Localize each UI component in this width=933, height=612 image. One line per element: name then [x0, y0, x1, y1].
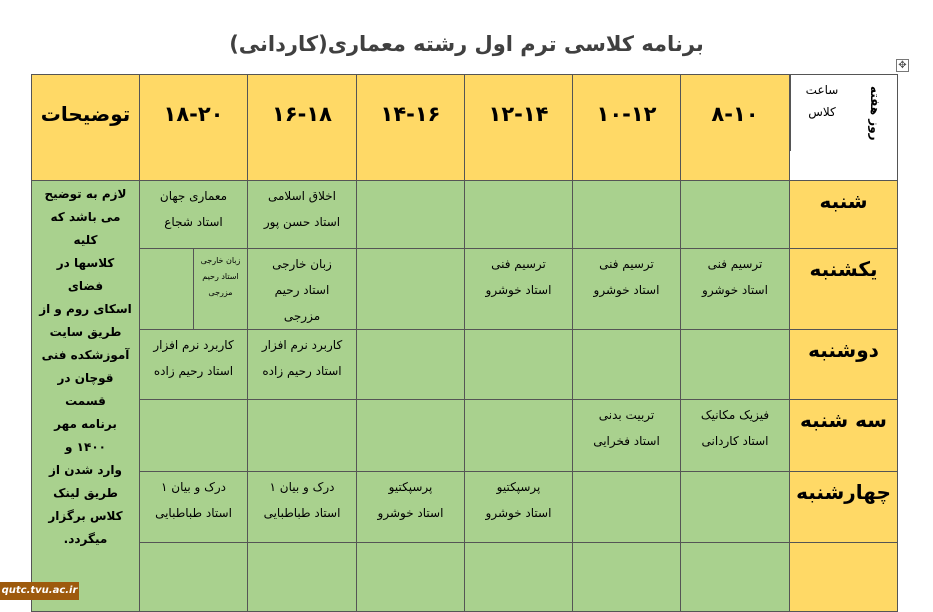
- notes-line: میگردد.: [63, 532, 108, 546]
- schedule-table: [31, 74, 898, 612]
- notes-line: قوچان در قسمت: [57, 371, 114, 408]
- class-cell: پرسپکتیو استاد خوشرو: [357, 472, 465, 543]
- class-cell: [140, 400, 248, 472]
- table-row: [32, 472, 898, 543]
- class-cell: زبان خارجی استاد رحیم مزرجی: [248, 249, 357, 330]
- class-cell: [357, 181, 465, 249]
- class-cell: [573, 330, 681, 400]
- site-watermark: qutc.tvu.ac.ir: [0, 582, 79, 600]
- time-slot-header: ۱۲-۱۴: [465, 75, 573, 181]
- table-row: [32, 249, 898, 330]
- class-cell: [357, 543, 465, 612]
- class-cell: [573, 472, 681, 543]
- class-cell: اخلاق اسلامی استاد حسن پور: [248, 181, 357, 249]
- time-slot-header: ۱۸-۲۰: [140, 75, 248, 181]
- class-cell: کاربرد نرم افزار استاد رحیم زاده: [140, 330, 248, 400]
- class-cell: [357, 330, 465, 400]
- class-cell: [681, 543, 790, 612]
- notes-line: کلاسها در فضای: [56, 256, 115, 293]
- table-row: [32, 400, 898, 472]
- class-cell: [681, 330, 790, 400]
- split-cell-right: زبان خارجی استاد رحیم مزرجی: [200, 256, 241, 297]
- class-cell: [465, 330, 573, 400]
- notes-line: طریق لینک: [53, 486, 118, 500]
- class-cell: پرسپکتیو استاد خوشرو: [465, 472, 573, 543]
- time-slot-header: ۱۴-۱۶: [357, 75, 465, 181]
- class-cell: [248, 400, 357, 472]
- time-slot-header: ۱۶-۱۸: [248, 75, 357, 181]
- day-cell: چهارشنبه: [790, 472, 898, 543]
- class-cell: [573, 181, 681, 249]
- table-row: [32, 181, 898, 249]
- class-cell: معماری جهان استاد شجاع: [140, 181, 248, 249]
- class-cell: [465, 543, 573, 612]
- page-title: برنامه کلاسی ترم اول رشته معماری(کاردانی): [229, 32, 704, 56]
- notes-line: می باشد که کلیه: [50, 210, 121, 247]
- table-row: [32, 330, 898, 400]
- notes-line: طریق سایت: [49, 325, 122, 339]
- class-cell: ترسیم فنی استاد خوشرو: [681, 249, 790, 330]
- class-cell: [357, 249, 465, 330]
- notes-line: لازم به توضیح: [44, 187, 127, 201]
- class-cell: [681, 181, 790, 249]
- split-class-cell: [140, 249, 248, 330]
- hour-column-label: ساعت کلاس: [790, 75, 853, 151]
- notes-line: آموزشکده فنی: [41, 348, 130, 362]
- class-cell: تربیت بدنی استاد فخرایی: [573, 400, 681, 472]
- class-cell: [681, 472, 790, 543]
- day-cell: [790, 543, 898, 612]
- class-cell: فیزیک مکانیک استاد کاردانی: [681, 400, 790, 472]
- class-cell: ترسیم فنی استاد خوشرو: [465, 249, 573, 330]
- table-move-handle-icon[interactable]: ✥: [896, 59, 909, 72]
- notes-header: توضیحات: [32, 75, 140, 181]
- class-cell: کاربرد نرم افزار استاد رحیم زاده: [248, 330, 357, 400]
- class-cell: [140, 543, 248, 612]
- class-cell: [465, 181, 573, 249]
- class-cell: [465, 400, 573, 472]
- split-cell-left: [140, 249, 194, 329]
- class-cell: [357, 400, 465, 472]
- notes-line: کلاس برگزار: [48, 509, 123, 523]
- notes-line: برنامه مهر ۱۴۰۰ و: [54, 417, 117, 454]
- notes-line: وارد شدن از: [49, 463, 122, 477]
- time-slot-header: ۱۰-۱۲: [573, 75, 681, 181]
- notes-line: اسکای روم و از: [39, 302, 132, 316]
- class-cell: ترسیم فنی استاد خوشرو: [573, 249, 681, 330]
- class-cell: درک و بیان ۱ استاد طباطبایی: [248, 472, 357, 543]
- notes-cell: [32, 181, 140, 612]
- day-cell: شنبه: [790, 181, 898, 249]
- class-cell: درک و بیان ۱ استاد طباطبایی: [140, 472, 248, 543]
- header-row: [32, 75, 898, 181]
- table-row: [32, 543, 898, 612]
- corner-cell: [790, 75, 898, 181]
- day-cell: سه شنبه: [790, 400, 898, 472]
- day-cell: یکشنبه: [790, 249, 898, 330]
- time-slot-header: ۸-۱۰: [681, 75, 790, 181]
- day-cell: دوشنبه: [790, 330, 898, 400]
- class-cell: [248, 543, 357, 612]
- day-column-label: روز هفته: [868, 85, 882, 141]
- class-cell: [573, 543, 681, 612]
